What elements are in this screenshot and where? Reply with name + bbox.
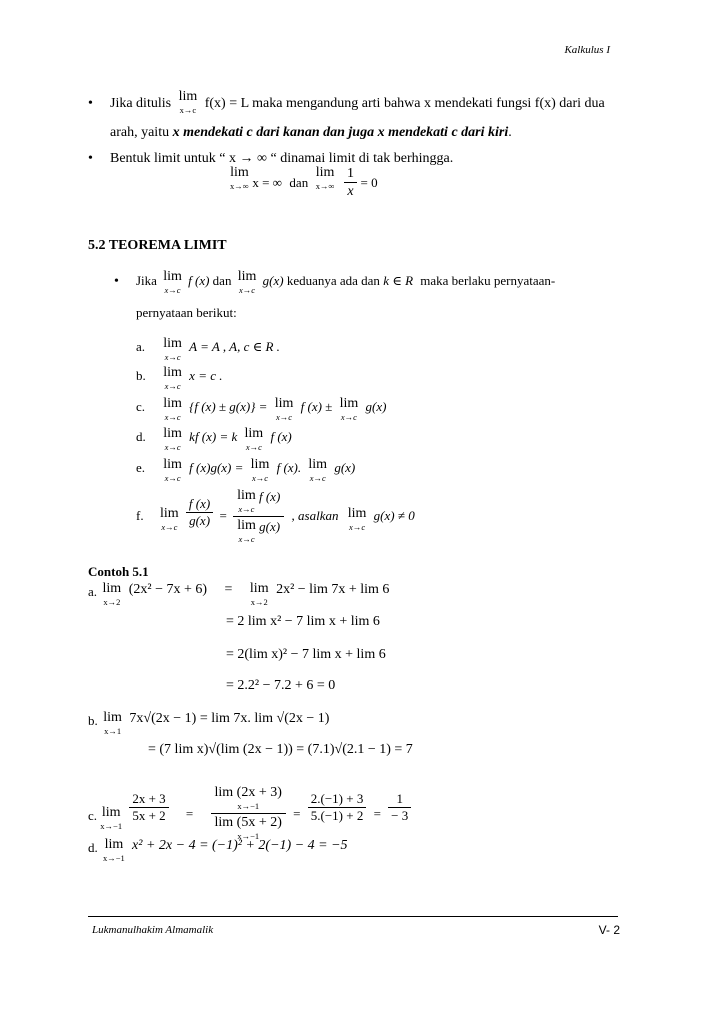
example-c: c. lim x→−1 $\frac{2x + 3}{5x + 2}$ = lim (2x + 3) x→−1 lim (5x + 2) x→−1 = $\frac{2.(-1) + 3}{5.(-1) + 2}$ = $\frac{1}{- 3}$ — [88, 786, 411, 840]
footer-rule — [88, 916, 618, 917]
bullet2-text: Bentuk limit untuk “ x → ∞ “ dinamai limit di tak berhingga. — [110, 151, 454, 166]
example-a-line1: a. lim x→2 (2x² − 7x + 6) = lim x→2 2x² − lim 7x + lim 6 — [88, 581, 390, 607]
lim-operator: lim x→c — [178, 89, 198, 115]
example-title: Contoh 5.1 — [88, 564, 149, 579]
bullet2-formula: lim x→∞ x = ∞ dan lim x→∞ $\frac{1}{x}$ = 0 — [230, 165, 378, 200]
theorem-item-f: lim x→c $\frac{f (x)}{g(x)}$ = lim x→c f (x) lim x→c g(x) , asalkan lim x→c g(x) ≠ 0 — [160, 488, 415, 544]
example-b-line1: b. lim x→1 7x√(2x − 1) = lim 7x. lim √(2x − 1) — [88, 710, 330, 736]
footer-author: Lukmanulhakim Almamalik — [92, 924, 214, 936]
example-d: d. lim x→−1 x² + 2x − 4 = (−1)² + 2(−1) − 4 = −5 — [88, 837, 348, 863]
section-title: 5.2 TEOREMA LIMIT — [88, 238, 227, 253]
theorem-intro-line2: pernyataan berikut: — [136, 305, 237, 320]
theorem-item-e: e. lim x→c f (x)g(x) = lim x→c f (x). lim x→c g(x) — [136, 457, 356, 483]
bullet-dot: • — [88, 151, 93, 166]
example-a-line4: = 2.2² − 7.2 + 6 = 0 — [226, 678, 336, 693]
theorem-item-c: c. lim x→c {f (x) ± g(x)} = lim x→c f (x) ± lim x→c g(x) — [136, 396, 387, 422]
header-title: Kalkulus I — [564, 44, 610, 56]
theorem-item-f-label: f. — [136, 508, 144, 523]
bullet1-post: f(x) = L maka mengandung arti bahwa x mendekati fungsi f(x) dari dua — [204, 96, 605, 111]
theorem-item-b: b. lim x→c x = c . — [136, 365, 223, 391]
footer-page: V- 2 — [598, 923, 620, 937]
bullet1-pre: Jika ditulis — [110, 96, 172, 111]
bullet-dot: • — [88, 96, 93, 111]
example-a-line2: = 2 lim x² − 7 lim x + lim 6 — [226, 614, 380, 629]
example-b-line2: = (7 lim x)√(lim (2x − 1)) = (7.1)√(2.1 − 1) = 7 — [148, 742, 413, 757]
theorem-item-a: a. lim x→c A = A , A, c ∈ R . — [136, 336, 280, 362]
theorem-intro: Jika lim x→c f (x) dan lim x→c g(x) keduanya ada dan k ∈ R maka berlaku pernyataan- — [136, 269, 556, 295]
bullet-dot: • — [114, 274, 119, 289]
theorem-item-d: d. lim x→c kf (x) = k lim x→c f (x) — [136, 426, 292, 452]
bullet1-line1 — [110, 90, 605, 115]
example-a-line3: = 2(lim x)² − 7 lim x + lim 6 — [226, 647, 386, 662]
bullet1-line2: arah, yaitu x mendekati c dari kanan dan juga x mendekati c dari kiri. — [110, 125, 512, 140]
